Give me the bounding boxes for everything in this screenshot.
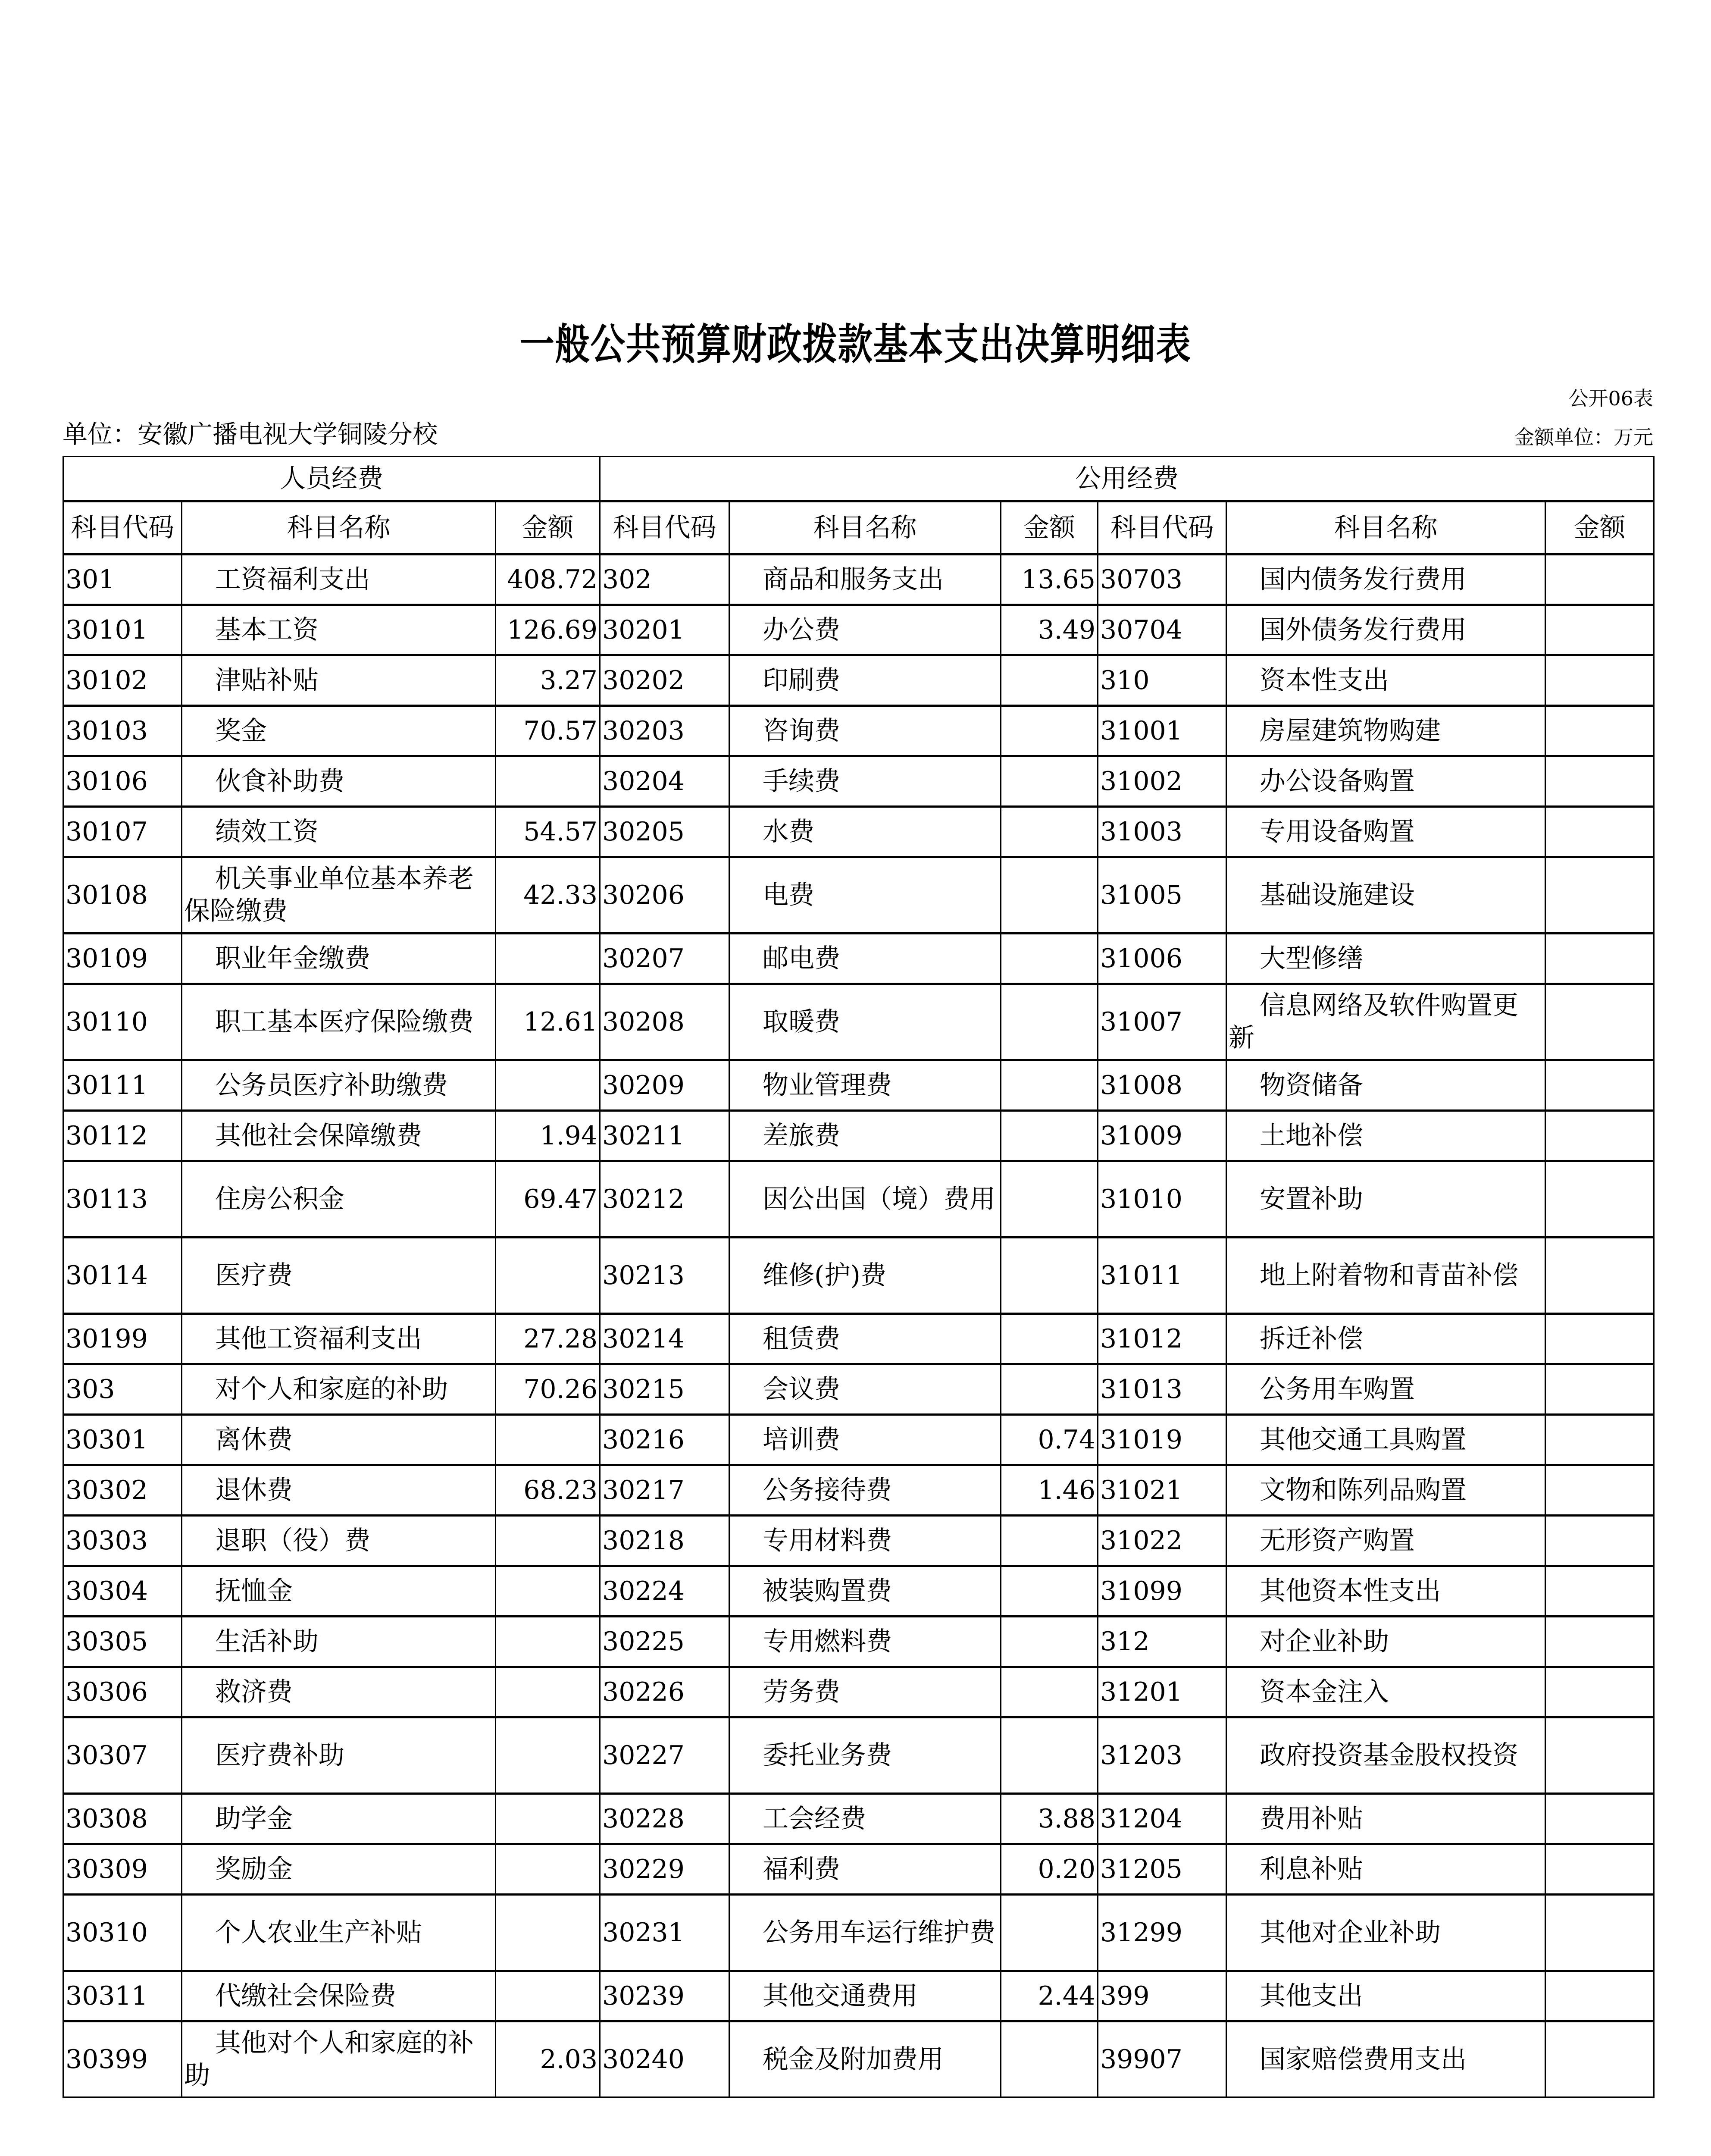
personnel-name-cell: 职业年金缴费 [182, 934, 496, 984]
goods-services-name-cell: 手续费 [729, 756, 1001, 807]
col-header-code: 科目代码 [1098, 501, 1226, 555]
group-header-public: 公用经费 [600, 457, 1654, 501]
personnel-code-cell: 30309 [63, 1844, 182, 1895]
capital-amount-cell [1545, 2021, 1654, 2097]
goods-services-name-cell: 委托业务费 [729, 1717, 1001, 1794]
personnel-name-cell: 基本工资 [182, 605, 496, 655]
capital-amount-cell [1545, 1161, 1654, 1238]
col-header-code: 科目代码 [63, 501, 182, 555]
personnel-name-cell: 医疗费补助 [182, 1717, 496, 1794]
table-row [63, 1516, 1654, 1566]
personnel-name-cell: 对个人和家庭的补助 [182, 1364, 496, 1415]
goods-services-code-cell: 30203 [600, 706, 729, 756]
capital-amount-cell [1545, 1971, 1654, 2021]
personnel-name-cell: 代缴社会保险费 [182, 1971, 496, 2021]
goods-services-amount-cell: 3.88 [1001, 1794, 1098, 1844]
capital-name-cell: 基础设施建设 [1226, 857, 1545, 934]
goods-services-code-cell: 30231 [600, 1895, 729, 1971]
capital-name-cell: 安置补助 [1226, 1161, 1545, 1238]
personnel-code-cell: 30109 [63, 934, 182, 984]
capital-code-cell: 30703 [1098, 555, 1226, 605]
personnel-amount-cell [496, 1717, 600, 1794]
personnel-code-cell: 30399 [63, 2021, 182, 2097]
personnel-amount-cell [496, 1516, 600, 1566]
capital-name-cell: 办公设备购置 [1226, 756, 1545, 807]
goods-services-code-cell: 30205 [600, 807, 729, 857]
personnel-code-cell: 30302 [63, 1465, 182, 1516]
personnel-amount-cell [496, 1566, 600, 1617]
col-header-name: 科目名称 [182, 501, 496, 555]
capital-amount-cell [1545, 1238, 1654, 1314]
goods-services-code-cell: 30215 [600, 1364, 729, 1415]
goods-services-amount-cell: 2.44 [1001, 1971, 1098, 2021]
goods-services-amount-cell: 3.49 [1001, 605, 1098, 655]
capital-code-cell: 31010 [1098, 1161, 1226, 1238]
capital-code-cell: 31008 [1098, 1060, 1226, 1111]
goods-services-amount-cell [1001, 1617, 1098, 1667]
capital-amount-cell [1545, 1566, 1654, 1617]
capital-name-cell: 地上附着物和青苗补偿 [1226, 1238, 1545, 1314]
goods-services-name-cell: 劳务费 [729, 1667, 1001, 1717]
personnel-name-cell: 津贴补贴 [182, 655, 496, 706]
capital-name-cell: 物资储备 [1226, 1060, 1545, 1111]
capital-amount-cell [1545, 1111, 1654, 1161]
personnel-name-cell: 住房公积金 [182, 1161, 496, 1238]
personnel-code-cell: 30102 [63, 655, 182, 706]
goods-services-name-cell: 租赁费 [729, 1314, 1001, 1364]
capital-name-cell: 利息补贴 [1226, 1844, 1545, 1895]
capital-name-cell: 其他资本性支出 [1226, 1566, 1545, 1617]
capital-name-cell: 土地补偿 [1226, 1111, 1545, 1161]
goods-services-name-cell: 取暖费 [729, 984, 1001, 1060]
goods-services-amount-cell: 13.65 [1001, 555, 1098, 605]
capital-amount-cell [1545, 756, 1654, 807]
capital-name-cell: 公务用车购置 [1226, 1364, 1545, 1415]
table-row [63, 655, 1654, 706]
goods-services-code-cell: 30204 [600, 756, 729, 807]
goods-services-name-cell: 差旅费 [729, 1111, 1001, 1161]
goods-services-code-cell: 30212 [600, 1161, 729, 1238]
capital-code-cell: 31002 [1098, 756, 1226, 807]
goods-services-code-cell: 30202 [600, 655, 729, 706]
goods-services-amount-cell [1001, 1238, 1098, 1314]
goods-services-name-cell: 其他交通费用 [729, 1971, 1001, 2021]
personnel-amount-cell [496, 1060, 600, 1111]
goods-services-name-cell: 办公费 [729, 605, 1001, 655]
goods-services-name-cell: 会议费 [729, 1364, 1001, 1415]
goods-services-name-cell: 专用燃料费 [729, 1617, 1001, 1667]
goods-services-code-cell: 30228 [600, 1794, 729, 1844]
goods-services-code-cell: 30229 [600, 1844, 729, 1895]
goods-services-name-cell: 因公出国（境）费用 [729, 1161, 1001, 1238]
personnel-code-cell: 30108 [63, 857, 182, 934]
goods-services-amount-cell: 0.74 [1001, 1415, 1098, 1465]
personnel-name-cell: 机关事业单位基本养老保险缴费 [182, 857, 496, 934]
personnel-name-cell: 其他工资福利支出 [182, 1314, 496, 1364]
page-title: 一般公共预算财政拨款基本支出决算明细表 [519, 320, 1192, 369]
personnel-code-cell: 30110 [63, 984, 182, 1060]
capital-amount-cell [1545, 1844, 1654, 1895]
capital-name-cell: 大型修缮 [1226, 934, 1545, 984]
table-row [63, 1717, 1654, 1794]
goods-services-amount-cell [1001, 706, 1098, 756]
table-row [63, 1364, 1654, 1415]
capital-name-cell: 其他支出 [1226, 1971, 1545, 2021]
personnel-amount-cell: 408.72 [496, 555, 600, 605]
goods-services-amount-cell [1001, 934, 1098, 984]
capital-amount-cell [1545, 934, 1654, 984]
capital-code-cell: 31013 [1098, 1364, 1226, 1415]
goods-services-name-cell: 福利费 [729, 1844, 1001, 1895]
capital-amount-cell [1545, 1895, 1654, 1971]
goods-services-name-cell: 水费 [729, 807, 1001, 857]
personnel-amount-cell [496, 756, 600, 807]
personnel-amount-cell: 3.27 [496, 655, 600, 706]
goods-services-amount-cell: 1.46 [1001, 1465, 1098, 1516]
personnel-name-cell: 退休费 [182, 1465, 496, 1516]
goods-services-code-cell: 30213 [600, 1238, 729, 1314]
capital-code-cell: 31204 [1098, 1794, 1226, 1844]
capital-code-cell: 31007 [1098, 984, 1226, 1060]
capital-name-cell: 拆迁补偿 [1226, 1314, 1545, 1364]
personnel-code-cell: 30301 [63, 1415, 182, 1465]
goods-services-amount-cell [1001, 1516, 1098, 1566]
table-row [63, 706, 1654, 756]
goods-services-code-cell: 30216 [600, 1415, 729, 1465]
capital-name-cell: 专用设备购置 [1226, 807, 1545, 857]
capital-amount-cell [1545, 1617, 1654, 1667]
capital-name-cell: 房屋建筑物购建 [1226, 706, 1545, 756]
personnel-amount-cell [496, 1895, 600, 1971]
capital-name-cell: 政府投资基金股权投资 [1226, 1717, 1545, 1794]
goods-services-amount-cell [1001, 756, 1098, 807]
capital-amount-cell [1545, 1314, 1654, 1364]
col-header-amount: 金额 [1001, 501, 1098, 555]
capital-name-cell: 资本性支出 [1226, 655, 1545, 706]
capital-name-cell: 资本金注入 [1226, 1667, 1545, 1717]
capital-amount-cell [1545, 857, 1654, 934]
personnel-amount-cell [496, 1617, 600, 1667]
goods-services-code-cell: 30214 [600, 1314, 729, 1364]
personnel-name-cell: 救济费 [182, 1667, 496, 1717]
table-row [63, 1465, 1654, 1516]
personnel-name-cell: 绩效工资 [182, 807, 496, 857]
personnel-name-cell: 工资福利支出 [182, 555, 496, 605]
capital-code-cell: 31009 [1098, 1111, 1226, 1161]
personnel-code-cell: 30103 [63, 706, 182, 756]
capital-name-cell: 国家赔偿费用支出 [1226, 2021, 1545, 2097]
table-row [63, 934, 1654, 984]
goods-services-amount-cell [1001, 1364, 1098, 1415]
capital-amount-cell [1545, 605, 1654, 655]
goods-services-amount-cell [1001, 2021, 1098, 2097]
table-row [63, 2021, 1654, 2097]
capital-code-cell: 312 [1098, 1617, 1226, 1667]
personnel-code-cell: 303 [63, 1364, 182, 1415]
personnel-code-cell: 30305 [63, 1617, 182, 1667]
personnel-name-cell: 医疗费 [182, 1238, 496, 1314]
capital-amount-cell [1545, 807, 1654, 857]
personnel-name-cell: 助学金 [182, 1794, 496, 1844]
capital-code-cell: 31001 [1098, 706, 1226, 756]
goods-services-amount-cell [1001, 1314, 1098, 1364]
personnel-amount-cell [496, 1844, 600, 1895]
table-row [63, 756, 1654, 807]
personnel-name-cell: 伙食补助费 [182, 756, 496, 807]
personnel-name-cell: 奖励金 [182, 1844, 496, 1895]
capital-code-cell: 30704 [1098, 605, 1226, 655]
personnel-name-cell: 抚恤金 [182, 1566, 496, 1617]
capital-amount-cell [1545, 1364, 1654, 1415]
table-row [63, 1238, 1654, 1314]
group-header-personnel: 人员经费 [63, 457, 600, 501]
personnel-amount-cell: 1.94 [496, 1111, 600, 1161]
table-row [63, 1794, 1654, 1844]
personnel-code-cell: 30307 [63, 1717, 182, 1794]
personnel-name-cell: 生活补助 [182, 1617, 496, 1667]
col-header-code: 科目代码 [600, 501, 729, 555]
goods-services-amount-cell [1001, 984, 1098, 1060]
capital-amount-cell [1545, 1516, 1654, 1566]
goods-services-amount-cell [1001, 857, 1098, 934]
personnel-name-cell: 离休费 [182, 1415, 496, 1465]
personnel-name-cell: 个人农业生产补贴 [182, 1895, 496, 1971]
goods-services-name-cell: 公务接待费 [729, 1465, 1001, 1516]
table-row [63, 1667, 1654, 1717]
capital-code-cell: 310 [1098, 655, 1226, 706]
personnel-code-cell: 30114 [63, 1238, 182, 1314]
goods-services-amount-cell [1001, 1667, 1098, 1717]
table-row [63, 1844, 1654, 1895]
capital-code-cell: 31021 [1098, 1465, 1226, 1516]
personnel-code-cell: 30111 [63, 1060, 182, 1111]
form-number: 公开06表 [1568, 387, 1653, 410]
personnel-code-cell: 30310 [63, 1895, 182, 1971]
personnel-amount-cell [496, 1971, 600, 2021]
capital-name-cell: 其他交通工具购置 [1226, 1415, 1545, 1465]
personnel-name-cell: 其他对个人和家庭的补助 [182, 2021, 496, 2097]
goods-services-name-cell: 培训费 [729, 1415, 1001, 1465]
capital-code-cell: 31205 [1098, 1844, 1226, 1895]
personnel-amount-cell: 2.03 [496, 2021, 600, 2097]
goods-services-name-cell: 税金及附加费用 [729, 2021, 1001, 2097]
goods-services-amount-cell [1001, 1060, 1098, 1111]
capital-amount-cell [1545, 984, 1654, 1060]
table-row [63, 984, 1654, 1060]
goods-services-code-cell: 30225 [600, 1617, 729, 1667]
capital-code-cell: 31003 [1098, 807, 1226, 857]
table-row [63, 1415, 1654, 1465]
personnel-amount-cell: 126.69 [496, 605, 600, 655]
personnel-code-cell: 30107 [63, 807, 182, 857]
table-row [63, 555, 1654, 605]
personnel-amount-cell: 68.23 [496, 1465, 600, 1516]
goods-services-code-cell: 30218 [600, 1516, 729, 1566]
goods-services-name-cell: 印刷费 [729, 655, 1001, 706]
capital-amount-cell [1545, 1794, 1654, 1844]
capital-code-cell: 31006 [1098, 934, 1226, 984]
personnel-code-cell: 30106 [63, 756, 182, 807]
goods-services-amount-cell [1001, 807, 1098, 857]
goods-services-amount-cell [1001, 1566, 1098, 1617]
table-row [63, 1617, 1654, 1667]
money-unit-label: 金额单位：万元 [1514, 426, 1653, 449]
personnel-amount-cell: 42.33 [496, 857, 600, 934]
capital-name-cell: 国外债务发行费用 [1226, 605, 1545, 655]
goods-services-code-cell: 30211 [600, 1111, 729, 1161]
goods-services-amount-cell [1001, 1717, 1098, 1794]
table-row [63, 1895, 1654, 1971]
goods-services-name-cell: 维修(护)费 [729, 1238, 1001, 1314]
capital-code-cell: 31099 [1098, 1566, 1226, 1617]
personnel-amount-cell: 70.57 [496, 706, 600, 756]
personnel-amount-cell: 27.28 [496, 1314, 600, 1364]
goods-services-amount-cell [1001, 1111, 1098, 1161]
personnel-code-cell: 30303 [63, 1516, 182, 1566]
personnel-code-cell: 30306 [63, 1667, 182, 1717]
goods-services-amount-cell [1001, 655, 1098, 706]
goods-services-name-cell: 公务用车运行维护费 [729, 1895, 1001, 1971]
capital-amount-cell [1545, 655, 1654, 706]
personnel-amount-cell [496, 1238, 600, 1314]
goods-services-amount-cell [1001, 1161, 1098, 1238]
table-row [63, 1971, 1654, 2021]
table-row [63, 1161, 1654, 1238]
goods-services-code-cell: 302 [600, 555, 729, 605]
personnel-code-cell: 30311 [63, 1971, 182, 2021]
goods-services-code-cell: 30206 [600, 857, 729, 934]
goods-services-code-cell: 30226 [600, 1667, 729, 1717]
table-row [63, 605, 1654, 655]
goods-services-name-cell: 电费 [729, 857, 1001, 934]
col-header-amount: 金额 [1545, 501, 1654, 555]
goods-services-name-cell: 咨询费 [729, 706, 1001, 756]
expenditure-table [63, 456, 1655, 2098]
capital-amount-cell [1545, 555, 1654, 605]
personnel-amount-cell [496, 1415, 600, 1465]
table-row [63, 807, 1654, 857]
capital-name-cell: 费用补贴 [1226, 1794, 1545, 1844]
personnel-amount-cell [496, 1667, 600, 1717]
personnel-name-cell: 其他社会保障缴费 [182, 1111, 496, 1161]
personnel-name-cell: 奖金 [182, 706, 496, 756]
personnel-code-cell: 30199 [63, 1314, 182, 1364]
personnel-amount-cell [496, 1794, 600, 1844]
personnel-code-cell: 30101 [63, 605, 182, 655]
personnel-code-cell: 30113 [63, 1161, 182, 1238]
capital-name-cell: 文物和陈列品购置 [1226, 1465, 1545, 1516]
capital-name-cell: 无形资产购置 [1226, 1516, 1545, 1566]
goods-services-amount-cell [1001, 1895, 1098, 1971]
goods-services-code-cell: 30239 [600, 1971, 729, 2021]
goods-services-code-cell: 30227 [600, 1717, 729, 1794]
personnel-amount-cell: 12.61 [496, 984, 600, 1060]
capital-code-cell: 31005 [1098, 857, 1226, 934]
goods-services-code-cell: 30224 [600, 1566, 729, 1617]
goods-services-name-cell: 工会经费 [729, 1794, 1001, 1844]
personnel-code-cell: 30304 [63, 1566, 182, 1617]
goods-services-name-cell: 专用材料费 [729, 1516, 1001, 1566]
capital-amount-cell [1545, 1465, 1654, 1516]
goods-services-amount-cell: 0.20 [1001, 1844, 1098, 1895]
table-row [63, 1111, 1654, 1161]
table-row [63, 857, 1654, 934]
personnel-name-cell: 公务员医疗补助缴费 [182, 1060, 496, 1111]
col-header-amount: 金额 [496, 501, 600, 555]
goods-services-code-cell: 30207 [600, 934, 729, 984]
capital-amount-cell [1545, 706, 1654, 756]
personnel-code-cell: 301 [63, 555, 182, 605]
capital-code-cell: 31011 [1098, 1238, 1226, 1314]
unit-label: 单位：安徽广播电视大学铜陵分校 [63, 420, 438, 449]
capital-code-cell: 31203 [1098, 1717, 1226, 1794]
capital-amount-cell [1545, 1717, 1654, 1794]
capital-name-cell: 国内债务发行费用 [1226, 555, 1545, 605]
capital-code-cell: 31022 [1098, 1516, 1226, 1566]
goods-services-code-cell: 30201 [600, 605, 729, 655]
capital-amount-cell [1545, 1415, 1654, 1465]
capital-code-cell: 31012 [1098, 1314, 1226, 1364]
col-header-name: 科目名称 [729, 501, 1001, 555]
personnel-amount-cell [496, 934, 600, 984]
capital-name-cell: 对企业补助 [1226, 1617, 1545, 1667]
capital-amount-cell [1545, 1667, 1654, 1717]
capital-name-cell: 信息网络及软件购置更新 [1226, 984, 1545, 1060]
personnel-amount-cell: 69.47 [496, 1161, 600, 1238]
table-row [63, 1314, 1654, 1364]
capital-code-cell: 31201 [1098, 1667, 1226, 1717]
column-header-row [63, 501, 1654, 555]
goods-services-name-cell: 物业管理费 [729, 1060, 1001, 1111]
capital-name-cell: 其他对企业补助 [1226, 1895, 1545, 1971]
personnel-amount-cell: 54.57 [496, 807, 600, 857]
goods-services-name-cell: 被装购置费 [729, 1566, 1001, 1617]
goods-services-code-cell: 30209 [600, 1060, 729, 1111]
capital-code-cell: 31019 [1098, 1415, 1226, 1465]
table-row [63, 1060, 1654, 1111]
goods-services-name-cell: 商品和服务支出 [729, 555, 1001, 605]
personnel-code-cell: 30308 [63, 1794, 182, 1844]
personnel-name-cell: 退职（役）费 [182, 1516, 496, 1566]
goods-services-code-cell: 30217 [600, 1465, 729, 1516]
goods-services-code-cell: 30208 [600, 984, 729, 1060]
personnel-name-cell: 职工基本医疗保险缴费 [182, 984, 496, 1060]
col-header-name: 科目名称 [1226, 501, 1545, 555]
personnel-code-cell: 30112 [63, 1111, 182, 1161]
capital-code-cell: 39907 [1098, 2021, 1226, 2097]
capital-code-cell: 31299 [1098, 1895, 1226, 1971]
table-row [63, 1566, 1654, 1617]
capital-code-cell: 399 [1098, 1971, 1226, 2021]
goods-services-name-cell: 邮电费 [729, 934, 1001, 984]
goods-services-code-cell: 30240 [600, 2021, 729, 2097]
personnel-amount-cell: 70.26 [496, 1364, 600, 1415]
group-header-row [63, 457, 1654, 501]
capital-amount-cell [1545, 1060, 1654, 1111]
